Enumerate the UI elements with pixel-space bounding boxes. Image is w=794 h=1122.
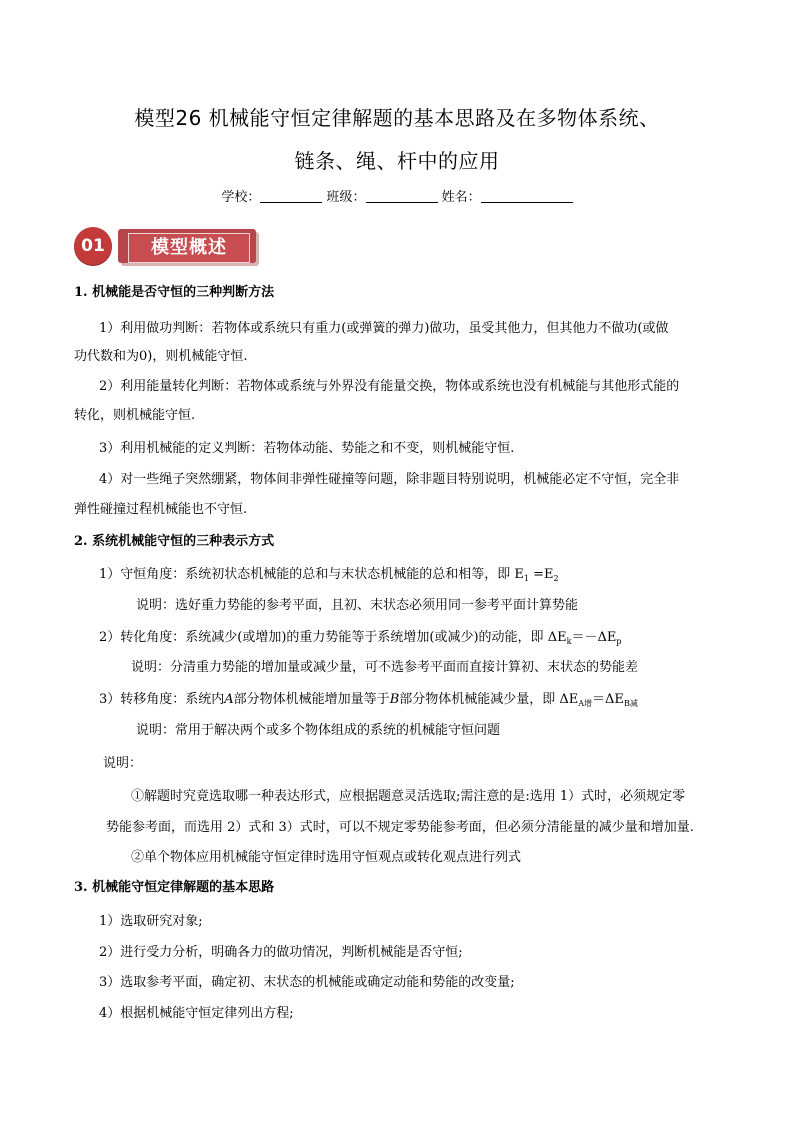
section-3-step-4: 4）根据机械能守恒定律列出方程; bbox=[99, 1006, 294, 1021]
subscript-2: 2 bbox=[553, 574, 559, 583]
section-3-step-1: 1）选取研究对象; bbox=[99, 914, 203, 929]
item-2-text: 2）转化角度：系统减少(或增加)的重力势能等于系统增加(或减少)的动能，即 ΔE bbox=[99, 630, 567, 645]
subscript-a-inc: A增 bbox=[578, 699, 593, 708]
var-a: A bbox=[224, 692, 234, 707]
section-2-item-1-note: 说明：选好重力势能的参考平面，且初、末状态必须用同一参考平面计算势能 bbox=[136, 598, 579, 613]
badge-number: 01 bbox=[74, 227, 112, 265]
subscript-p: p bbox=[616, 637, 622, 646]
section-2-heading: 2. 系统机械能守恒的三种表示方式 bbox=[74, 534, 275, 549]
section-2-note-label: 说明： bbox=[103, 756, 143, 771]
item-1-text: 1）守恒角度：系统初状态机械能的总和与末状态机械能的总和相等，即 E bbox=[99, 567, 524, 582]
item-3-eq: ＝ΔE bbox=[592, 692, 624, 707]
section-1-item-2-line-2: 转化，则机械能守恒. bbox=[74, 408, 196, 423]
title-line-1: 模型26 机械能守恒定律解题的基本思路及在多物体系统、 bbox=[134, 106, 660, 130]
section-2-item-3-note: 说明：常用于解决两个或多个物体组成的系统的机械能守恒问题 bbox=[136, 723, 501, 738]
subscript-b-dec: B减 bbox=[623, 699, 638, 708]
section-3-step-2: 2）进行受力分析，明确各力的做功情况，判断机械能是否守恒; bbox=[99, 945, 463, 960]
section-2-note-1-line-1: ①解题时究竟选取哪一种表达形式，应根据题意灵活选取;需注意的是:选用 1）式时，必须规定零 bbox=[131, 789, 686, 804]
item-3-pre: 3）转移角度：系统内 bbox=[99, 692, 225, 707]
school-label: 学校： bbox=[221, 190, 261, 205]
item-2-eq: ＝－ΔE bbox=[571, 630, 617, 645]
section-2-item-1 bbox=[99, 563, 559, 583]
section-2-item-2 bbox=[99, 626, 621, 646]
section-3-heading: 3. 机械能守恒定律解题的基本思路 bbox=[74, 880, 275, 895]
badge-label: 模型概述 bbox=[128, 233, 250, 263]
section-badge bbox=[74, 225, 264, 265]
title-line-2: 链条、绳、杆中的应用 bbox=[294, 149, 500, 173]
section-1-item-1-line-2: 功代数和为0)，则机械能守恒. bbox=[74, 349, 248, 364]
section-3-step-3: 3）选取参考平面，确定初、末状态的机械能或确定动能和势能的改变量; bbox=[99, 975, 515, 990]
section-1-item-4-line-1: 4）对一些绳子突然绷紧，物体间非弹性碰撞等问题，除非题目特别说明，机械能必定不守恒，完全非 bbox=[99, 472, 680, 487]
school-blank[interactable] bbox=[260, 190, 322, 203]
section-1-item-3: 3）利用机械能的定义判断：若物体动能、势能之和不变，则机械能守恒. bbox=[99, 441, 515, 456]
subscript-k: k bbox=[566, 637, 572, 646]
name-label: 姓名： bbox=[441, 190, 481, 205]
section-2-item-2-note: 说明：分清重力势能的增加量或减少量，可不选参考平面而直接计算初、末状态的势能差 bbox=[131, 660, 639, 675]
section-2-note-1-line-2: 势能参考面，而选用 2）式和 3）式时，可以不规定零势能参考面，但必须分清能量的减少量和增加量. bbox=[106, 820, 694, 835]
section-1-item-2-line-1: 2）利用能量转化判断：若物体或系统与外界没有能量交换，物体或系统也没有机械能与其他形式能的 bbox=[99, 379, 680, 394]
student-info-line bbox=[0, 186, 794, 205]
section-1-item-1-line-1: 1）利用做功判断：若物体或系统只有重力(或弹簧的弹力)做功，虽受其他力，但其他力不做功(或做 bbox=[99, 321, 669, 336]
section-2-item-3 bbox=[99, 688, 638, 709]
item-3-post: 部分物体机械能减少量，即 ΔE bbox=[399, 692, 579, 707]
var-b: B bbox=[389, 692, 400, 707]
section-1-item-4-line-2: 弹性碰撞过程机械能也不守恒. bbox=[74, 502, 248, 517]
section-2-note-2: ②单个物体应用机械能守恒定律时选用守恒观点或转化观点进行列式 bbox=[131, 850, 522, 865]
item-3-mid: 部分物体机械能增加量等于 bbox=[233, 692, 390, 707]
section-1-heading: 1. 机械能是否守恒的三种判断方法 bbox=[74, 285, 275, 300]
subscript-1: 1 bbox=[523, 574, 529, 583]
name-blank[interactable] bbox=[481, 190, 573, 203]
class-blank[interactable] bbox=[366, 190, 438, 203]
class-label: 班级： bbox=[326, 190, 366, 205]
item-1-eq: =E bbox=[529, 567, 554, 582]
